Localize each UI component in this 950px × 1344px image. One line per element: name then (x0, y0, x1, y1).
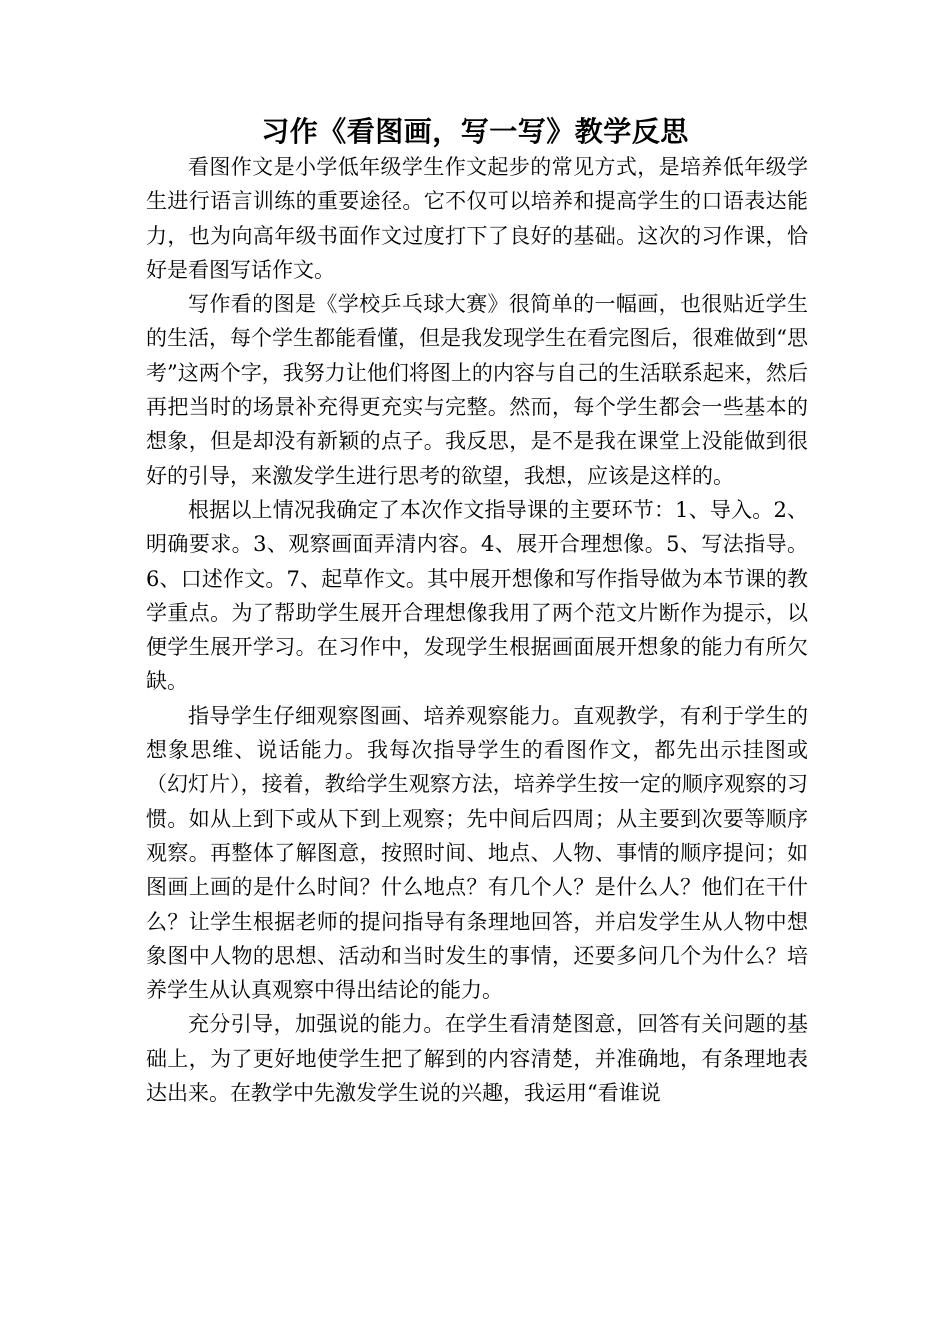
paragraph-1: 看图作文是小学低年级学生作文起步的常见方式，是培养低年级学生进行语言训练的重要途径。它不仅可以培养和提高学生的口语表达能力，也为向高年级书面作文过度打下了良好的基础。这次的习作课，恰好是看图写话作文。 (146, 155, 808, 282)
paragraph-4: 指导学生仔细观察图画、培养观察能力。直观教学，有利于学生的想象思维、说话能力。我每次指导学生的看图作文，都先出示挂图或（幻灯片），接着，教给学生观察方法，培养学生按一定的顺序观察的习惯。如从上到下或从下到上观察；先中间后四周；从主要到次要等顺序观察。再整体了解图意，按照时间、地点、人物、事情的顺序提问；如图画上画的是什么时间？什么地点？有几个人？是什么人？他们在干什么？让学生根据老师的提问指导有条理地回答，并启发学生从人物中想象图中人物的思想、活动和当时发生的事情，还要多问几个为什么？培养学生从认真观察中得出结论的能力。 (146, 703, 808, 1003)
document-body (146, 150, 808, 1110)
paragraph-5: 充分引导，加强说的能力。在学生看清楚图意，回答有关问题的基础上，为了更好地使学生把了解到的内容清楚，并准确地，有条理地表达出来。在教学中先激发学生说的兴趣，我运用“看谁说 (146, 1012, 808, 1106)
paragraph-2: 写作看的图是《学校乒乓球大赛》很简单的一幅画，也很贴近学生的生活，每个学生都能看懂，但是我发现学生在看完图后，很难做到“思考”这两个字，我努力让他们将图上的内容与自己的生活联系起来，然后再把当时的场景补充得更充实与完整。然而，每个学生都会一些基本的想象，但是却没有新颖的点子。我反思，是不是我在课堂上没能做到很好的引导，来激发学生进行思考的欲望，我想，应该是这样的。 (146, 292, 808, 488)
document-title: 习作《看图画，写一写》教学反思 (261, 115, 689, 148)
paragraph-3: 根据以上情况我确定了本次作文指导课的主要环节：1、导入。2、明确要求。3、观察画面弄清内容。4、展开合理想像。5、写法指导。6、口述作文。7、起草作文。其中展开想像和写作指导做为本节课的教学重点。为了帮助学生展开合理想像我用了两个范文片断作为提示，以便学生展开学习。在习作中，发现学生根据画面展开想象的能力有所欠缺。 (146, 497, 808, 694)
